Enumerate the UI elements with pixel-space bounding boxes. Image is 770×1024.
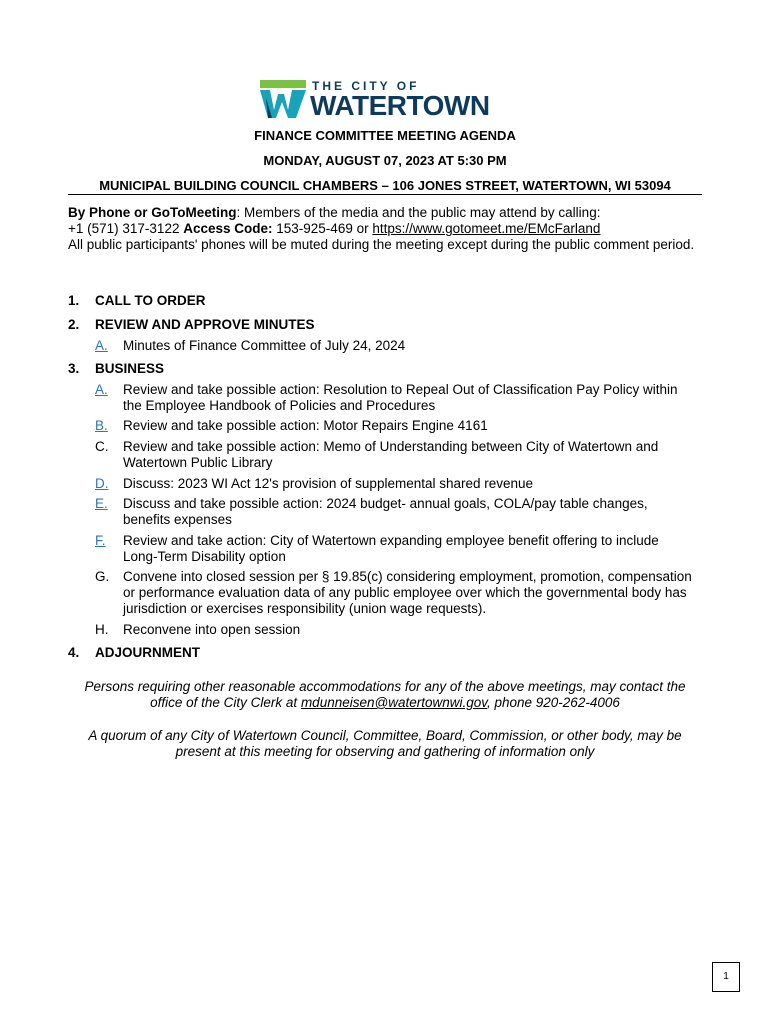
meeting-location: MUNICIPAL BUILDING COUNCIL CHAMBERS – 106 JONES STREET, WATERTOWN, WI 53094 — [68, 178, 702, 195]
phone-text: : Members of the media and the public may attend by calling: — [236, 205, 601, 220]
clerk-email-link[interactable]: mdunneisen@watertownwi.gov — [300, 695, 487, 710]
meeting-date: MONDAY, AUGUST 07, 2023 AT 5:30 PM — [263, 153, 507, 168]
minutes-a-link[interactable]: A. — [95, 338, 108, 353]
section-business: 3. BUSINESS — [68, 361, 165, 376]
list-item: F. Review and take action: City of Watertown expanding employee benefit offering to include Long-Term Disability option — [95, 533, 659, 564]
attendance-info — [68, 205, 708, 253]
list-item: A. Review and take possible action: Resolution to Repeal Out of Classification Pay Policy within the Employee Handbook of Policies and Procedures — [95, 382, 678, 413]
quorum-note: A quorum of any City of Watertown Council, Committee, Board, Commission, or other body, may be present at this meeting for observing and gathering of information only — [88, 728, 682, 759]
logo-name: WATERTOWN — [310, 90, 490, 121]
phone-number: +1 (571) 317-3122 — [68, 221, 184, 236]
accommodations-note: Persons requiring other reasonable accommodations for any of the above meetings, may contact the office of the City Clerk at mdunneisen@watertownwi.gov, phone 920-262-4006 — [84, 679, 686, 710]
section-call-to-order: 1. CALL TO ORDER — [68, 293, 206, 308]
access-code: 153-925-469 or — [272, 221, 373, 236]
section-minutes: 2. REVIEW AND APPROVE MINUTES — [68, 317, 315, 332]
gotomeeting-link[interactable]: https://www.gotomeet.me/EMcFarland — [372, 221, 601, 236]
list-item: A. Minutes of Finance Committee of July 24, 2024 — [95, 338, 406, 353]
list-item: C. Review and take possible action: Memo of Understanding between City of Watertown and Watertown Public Library — [95, 439, 659, 470]
business-a-link[interactable]: A. — [95, 382, 108, 397]
list-item: E. Discuss and take possible action: 2024 budget- annual goals, COLA/pay table changes, benefits expenses — [95, 496, 648, 527]
list-item: D. Discuss: 2023 WI Act 12's provision of supplemental shared revenue — [95, 476, 534, 491]
list-item: H. Reconvene into open session — [95, 622, 301, 637]
business-b-link[interactable]: B. — [95, 418, 108, 433]
section-adjournment: 4. ADJOURNMENT — [68, 645, 201, 660]
access-label: Access Code: — [183, 221, 273, 236]
business-f-link[interactable]: F. — [95, 533, 106, 548]
business-d-link[interactable]: D. — [95, 476, 109, 491]
agenda-title: FINANCE COMMITTEE MEETING AGENDA — [254, 128, 516, 143]
muted-notice: All public participants' phones will be muted during the meeting except during the public comment period. — [68, 237, 695, 252]
phone-label: By Phone or GoToMeeting — [68, 205, 237, 220]
city-logo — [260, 78, 512, 122]
page-number: 1 — [712, 962, 740, 992]
logo-tagline: THE CITY OF — [312, 79, 420, 93]
list-item: G. Convene into closed session per § 19.85(c) considering employment, promotion, compensation or performance evaluation data of any public employee over which the governmental body has jurisdiction or exercises responsibility (union wage requests). — [95, 569, 692, 616]
watertown-logo-icon — [260, 80, 306, 118]
business-e-link[interactable]: E. — [95, 496, 108, 511]
list-item: B. Review and take possible action: Motor Repairs Engine 4161 — [95, 418, 488, 433]
